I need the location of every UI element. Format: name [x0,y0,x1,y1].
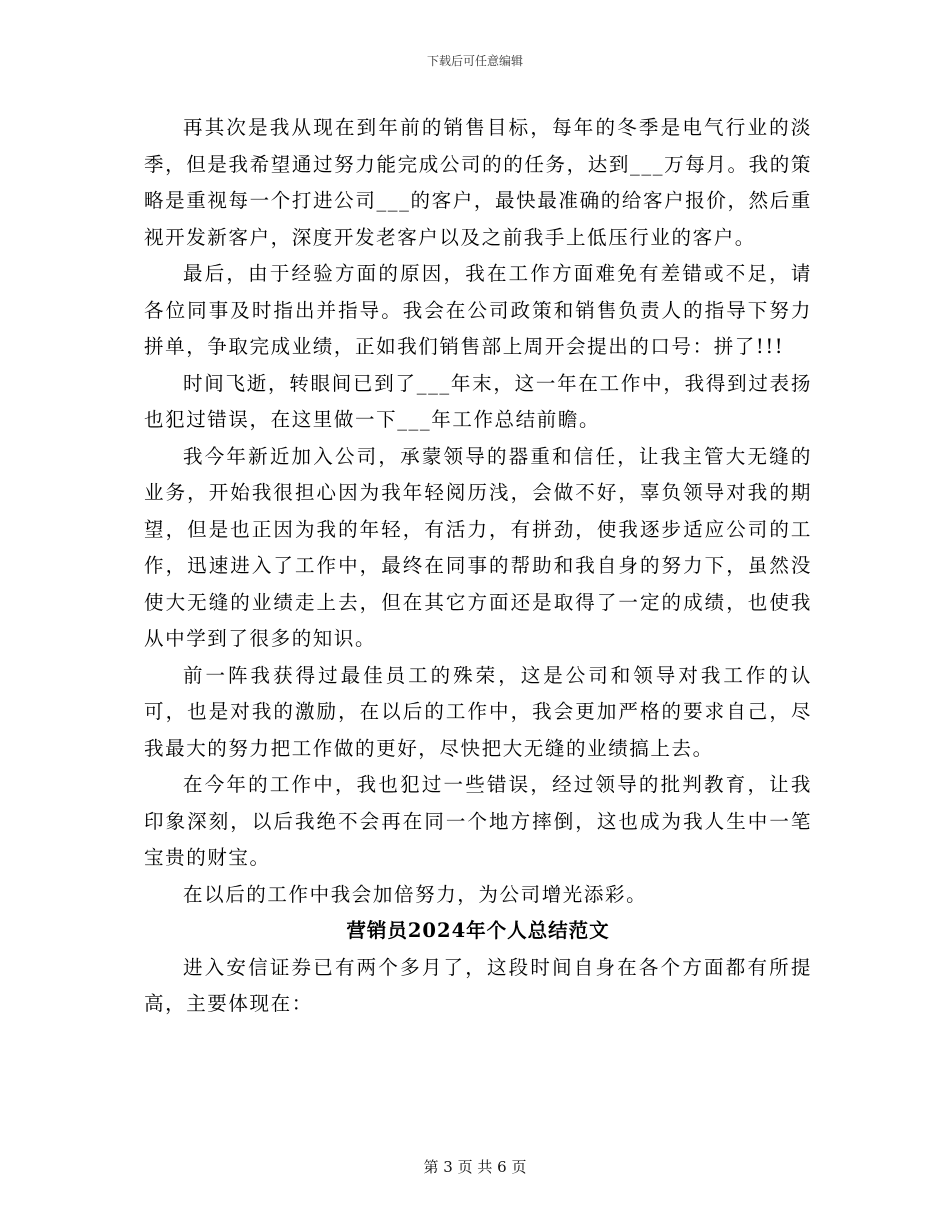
section-title: 营销员2024年个人总结范文 [346,919,610,942]
paragraph-future-effort: 在以后的工作中我会加倍努力，为公司增光添彩。 [183,882,648,906]
paragraph-sales-target: 再其次是我从现在到年前的销售目标，每年的冬季是电气行业的淡季，但是我希望通过努力能完成公司的的任务，达到___万每月。我的策略是重视每一个打进公司___的客户，最快最准确的给客户报价，然后重视开发新客户，深度开发老客户以及之前我手上低压行业的客户。 [144,116,812,249]
paragraph-finally: 最后，由于经验方面的原因，我在工作方面难免有差错或不足，请各位同事及时指出并指导。我会在公司政策和销售负责人的指导下努力拼单，争取完成业绩，正如我们销售部上周开会提出的口号：拼了!!! [144,262,812,358]
paragraph-new-join: 我今年新近加入公司，承蒙领导的器重和信任，让我主管大无缝的业务，开始我很担心因为我年轻阅历浅，会做不好，辜负领导对我的期望，但是也正因为我的年轻，有活力，有拼劲，使我逐步适应公司的工作，迅速进入了工作中，最终在同事的帮助和我自身的努力下，虽然没使大无缝的业绩走上去，但在其它方面还是取得了一定的成绩，也使我从中学到了很多的知识。 [144,444,812,650]
paragraph-section-intro: 进入安信证券已有两个多月了，这段时间自身在各个方面都有所提高，主要体现在： [144,955,812,1015]
document-body [144,110,812,1023]
paragraph-best-employee: 前一阵我获得过最佳员工的殊荣，这是公司和领导对我工作的认可，也是对我的激励，在以后的工作中，我会更加严格的要求自己，尽我最大的努力把工作做的更好，尽快把大无缝的业绩搞上去。 [144,663,812,760]
paragraph-time-flies: 时间飞逝，转眼间已到了___年末，这一年在工作中，我得到过表扬也犯过错误，在这里做一下___年工作总结前瞻。 [144,371,812,431]
page-number-footer: 第 3 页 共 6 页 [423,1158,527,1176]
paragraph-mistakes: 在今年的工作中，我也犯过一些错误，经过领导的批判教育，让我印象深刻，以后我绝不会再在同一个地方摔倒，这也成为我人生中一笔宝贵的财宝。 [144,773,812,869]
page-header: 下载后可任意编辑 [426,54,523,68]
